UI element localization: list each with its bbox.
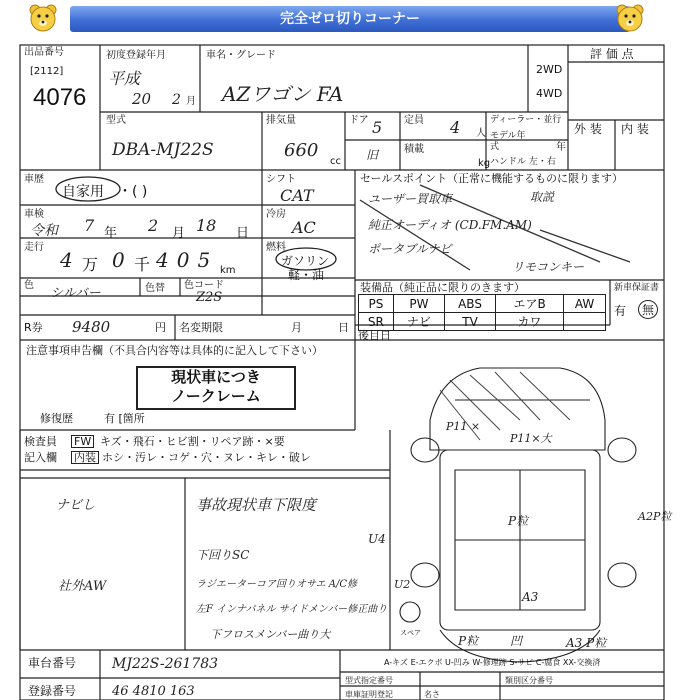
shift-label: シフト (266, 174, 296, 185)
shaken-label: 車検 (24, 209, 44, 220)
equip-abs: ABS (445, 295, 496, 313)
doors-value: 5 (372, 118, 383, 137)
lot-code: [2112] (30, 66, 64, 77)
name-change-month: 月 (291, 321, 302, 334)
cc-unit: cc (330, 156, 341, 167)
model-name-label: 車名・グレード (206, 50, 276, 61)
damage-note-1: P11 × (446, 420, 481, 433)
banner-title: 完全ゼロ切りコーナー (70, 6, 630, 32)
km-unit: km (220, 265, 236, 276)
interior-tag: 内装 (71, 451, 99, 464)
legend-exterior: キズ・飛石・ヒビ割・リペア跡・×要 (100, 435, 285, 448)
ac-value: AC (292, 218, 316, 237)
model-year-unit: 年 (556, 142, 566, 153)
sales-point-3: 純正オーディオ (CD.FM.AM) (368, 218, 532, 232)
day-unit: 日 (236, 226, 250, 241)
name-sa-label: 名さ (424, 690, 440, 699)
remark-right-1: 事故現状車下限度 (196, 496, 317, 514)
mileage-man: 4 (60, 248, 73, 272)
month-unit: 月 (186, 96, 196, 107)
color-code-label: 色コード (184, 280, 224, 291)
category-number-label: 類別区分番号 (505, 676, 553, 685)
model-name: AZワゴン FA (222, 82, 344, 106)
damage-note-5: U4 (368, 532, 386, 546)
first-reg-month: 2 (172, 92, 181, 108)
remark-right-3: ラジエーターコア回りオサエ A/C修 (196, 579, 358, 590)
model-year-label: モデル年式 (490, 131, 526, 152)
history-label: 車歴 (24, 174, 44, 185)
notes-title: 注意事項申告欄（不具合内容等は具体的に記入して下さい） (26, 344, 323, 357)
name-change-label: 名変期限 (179, 321, 223, 334)
drive-2wd: 2WD (536, 63, 563, 76)
after-label: 後目日 (358, 329, 391, 342)
remark-right-2: 下回りSC (196, 548, 250, 562)
dealer-label: ディーラー・並行 (490, 115, 562, 125)
type-label: 型式 (106, 115, 126, 126)
equip-pw: PW (393, 295, 444, 313)
first-reg-year: 20 (132, 90, 152, 108)
garage-cert-label: 車庫証明登記 (345, 690, 393, 699)
year-unit: 年 (104, 226, 118, 241)
fuel-light: 軽・油 (288, 268, 325, 282)
month-unit: 月 (172, 226, 186, 241)
history-paren: ・( ) (118, 184, 148, 200)
equip-sr: SR (359, 313, 394, 331)
handle-label: ハンドル 左・右 (490, 157, 556, 167)
equip-navi: ナビ (393, 313, 444, 331)
type-value: DBA-MJ22S (112, 140, 214, 160)
sales-point-4: ポータブルナビ (368, 242, 452, 256)
sales-point-1: ユーザー買取車 (368, 192, 453, 206)
vin-label: 車台番号 (28, 656, 77, 670)
remark-left-1: ナビし (56, 498, 96, 513)
color-change-label: 色替 (145, 283, 165, 294)
lot-number: 4076 (33, 84, 87, 111)
displacement-label: 排気量 (266, 115, 296, 126)
capacity-label: 定員 (404, 115, 424, 126)
shaken-day: 18 (196, 216, 217, 235)
mileage-label: 走行 (24, 242, 44, 253)
recycle-value: 9480 (72, 318, 111, 336)
name-change-day: 日 (338, 321, 349, 334)
fuel-gas: ガソリン (281, 254, 330, 268)
shaken-year: 7 (84, 216, 95, 235)
remark-left-2: 社外AW (58, 579, 107, 594)
entry-label: 記入欄 (24, 451, 57, 464)
damage-note-7: A3 (522, 590, 539, 604)
equip-airbag: エアB (496, 295, 564, 313)
warranty-label: 新車保証書 (614, 283, 660, 293)
legend-interior: ホシ・汚レ・コゲ・穴・ヌレ・キレ・破レ (102, 451, 311, 464)
color-value: シルバー (50, 286, 101, 301)
kg-unit: kg (478, 158, 491, 169)
damage-note-11: A3 P粒 (566, 636, 607, 650)
yen-unit: 円 (155, 321, 166, 334)
sales-point-5: リモコンキー (512, 260, 585, 274)
mileage-sen: 0 (112, 248, 125, 272)
damage-legend: A-キズ E-エクボ U-凹み W-修理跡 S-サビ C-腐食 XX-交換済 (384, 658, 601, 667)
doors-label: ドア (349, 115, 369, 126)
capacity-unit: 人 (476, 128, 486, 139)
warranty-yes: 有 (614, 304, 627, 318)
color-label: 色 (24, 280, 34, 291)
sales-point-2: 取説 (530, 190, 555, 204)
damage-note-3: P粒 (508, 514, 529, 528)
inspector-fw: FW (71, 435, 94, 448)
reg-value: 46 4810 163 (112, 684, 195, 699)
repair-value: 有 [箇所 (104, 412, 145, 425)
rating-label: 評 価 点 (590, 47, 634, 61)
sen-unit: 千 (134, 255, 151, 274)
drive-4wd: 4WD (536, 87, 563, 100)
stamp-line-2: ノークレーム (171, 387, 261, 405)
first-reg-label: 初度登録年月 (106, 50, 166, 61)
remark-right-4: 左F インナパネル サイドメンバー修正曲り (196, 604, 388, 615)
loading-label: 積載 (404, 144, 424, 155)
lot-label: 出品番号 (24, 47, 64, 58)
color-code-value: Z2S (196, 290, 223, 305)
displacement-value: 660 (284, 140, 319, 161)
remark-right-5: 下フロスメンバー曲り大 (210, 628, 331, 641)
damage-note-2: P11×大 (510, 432, 552, 445)
shaken-month: 2 (148, 216, 159, 235)
shaken-era: 令和 (30, 223, 58, 239)
history-value: 自家用 (62, 184, 104, 200)
equip-leather: カワ (496, 313, 564, 331)
stamp-line-1: 現状車につき (171, 368, 261, 386)
exterior-label: 外 装 (574, 122, 602, 136)
equip-aw: AW (564, 295, 606, 313)
equip-ps: PS (359, 295, 394, 313)
interior-label: 内 装 (621, 122, 649, 136)
damage-note-10: 凹 (510, 634, 523, 648)
damage-note-9: P粒 (458, 634, 479, 648)
first-reg-era: 平成 (108, 69, 141, 88)
repair-label: 修復歴 (40, 412, 73, 425)
shift-value: CAT (280, 186, 314, 205)
vin-value: MJ22S-261783 (112, 656, 219, 672)
reg-label: 登録番号 (28, 684, 77, 698)
damage-note-6: U2 (394, 578, 411, 591)
man-unit: 万 (82, 255, 99, 274)
ac-label: 冷房 (266, 209, 286, 220)
fuel-label: 燃料 (266, 242, 286, 253)
capacity-value: 4 (450, 118, 461, 137)
inspector-label: 検査員 (24, 435, 57, 448)
sales-points-title: セールスポイント（正常に機能するものに限ります） (360, 172, 624, 185)
mileage-rest: 405 (156, 248, 219, 272)
warranty-no: 無 (638, 300, 658, 319)
damage-note-8: スペア (400, 629, 421, 637)
recycle-label: R券 (24, 321, 43, 334)
spec-number-label: 型式指定番号 (345, 676, 393, 685)
equip-tv: TV (445, 313, 496, 331)
loading-value: 旧 (366, 148, 379, 162)
equipment-title: 装備品（純正品に限りのきます） (360, 281, 525, 294)
damage-note-4: A2P粒 (638, 510, 672, 523)
